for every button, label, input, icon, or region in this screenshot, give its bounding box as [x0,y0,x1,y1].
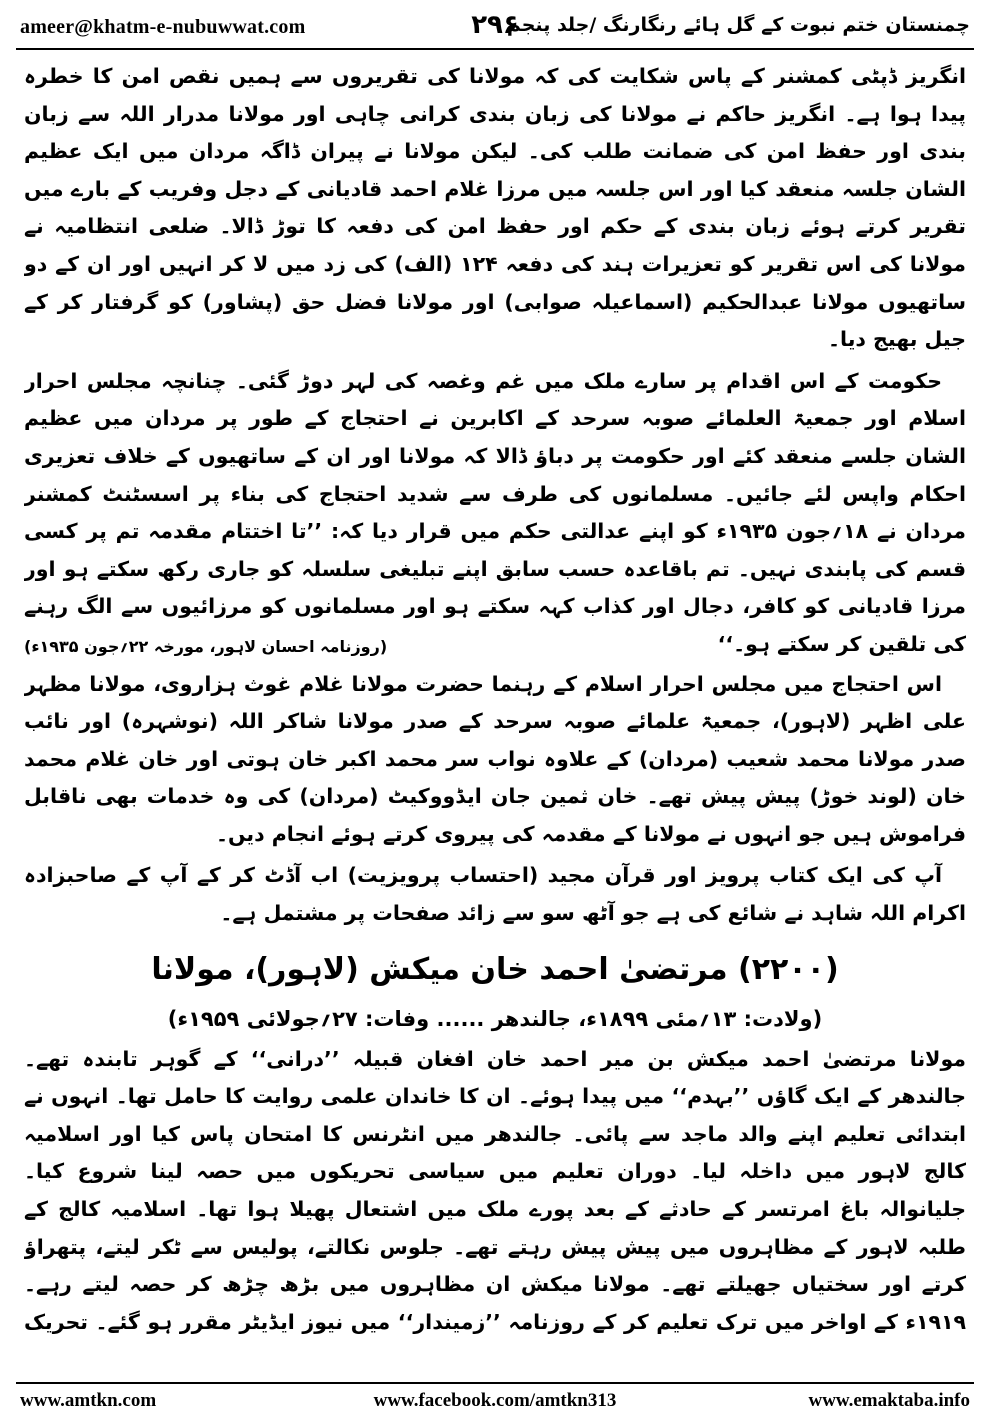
footer-link-amtkn[interactable]: www.amtkn.com [20,1390,157,1411]
paragraph-2 [24,363,966,664]
footer-link-emaktaba[interactable]: www.emaktaba.info [808,1390,970,1411]
header-divider [16,48,974,50]
footer-divider [16,1382,974,1384]
section-heading: (۲۲۰۰) مرتضیٰ احمد خان میکش (لاہور)، مولانا [151,951,839,987]
page-content [24,58,966,1348]
paragraph-1: انگریز ڈپٹی کمشنر کے پاس شکایت کی کہ مولانا کی تقریروں سے ہمیں نقص امن کا خطرہ پیدا ہوا ہے۔ انگریز حاکم نے مولانا کی زبان بندی کرانی چاہی اور مولانا مدرار اللہ سے زبان بندی اور حفظ امن کی ضمانت طلب کی۔ لیکن مولانا نے پیران ڈاگہ مردان میں ایک عظیم الشان جلسہ منعقد کیا اور اس جلسہ میں مرزا غلام احمد قادیانی کے دجل وفریب کے بارے میں تقریر کرتے ہوئے زبان بندی کے حکم اور حفظ امن کی دفعہ کا توڑ ڈالا۔ ضلعی انتظامیہ نے مولانا کی اس تقریر کو تعزیرات ہند کی دفعہ ۱۲۴ (الف) کی زد میں لا کر انہیں اور ان کے دو ساتھیوں مولانا عبدالحکیم (اسماعیلہ صوابی) اور مولانا فضل حق (پشاور) کو گرفتار کر کے جیل بھیج دیا۔ [24,64,966,352]
paragraph-3: اس احتجاج میں مجلس احرار اسلام کے رہنما حضرت مولانا غلام غوث ہزاروی، مولانا مظہر علی اظہر (لاہور)، جمعیۃ علمائے صوبہ سرحد کے صدر مولانا شاکر اللہ (نوشہرہ) اور نائب صدر مولانا محمد شعیب (مردان) کے علاوہ نواب سر محمد اکبر خان ہوتی اور خان غلام محمد خان (لوند خوڑ) پیش پیش تھے۔ خان ثمین جان ایڈووکیٹ (مردان) کی وہ خدمات بھی ناقابل فراموش ہیں جو انہوں نے مولانا کے مقدمہ کی پیروی کرتے ہوئے انجام دیں۔ [24,671,966,846]
page-header [16,10,974,44]
page-number: ۲۹۶ [471,10,519,40]
book-title: چمنستان ختم نبوت کے گل ہائے رنگارنگ /جلد پنجم [506,14,970,36]
header-email: ameer@khatm-e-nubuwwat.com [20,16,306,38]
paragraph-2-text: حکومت کے اس اقدام پر سارے ملک میں غم وغصہ کی لہر دوڑ گئی۔ چنانچہ مجلس احرار اسلام اور جمعیۃ العلمائے صوبہ سرحد کے اکابرین نے احتجاج کے طور پر مردان میں عظیم الشان جلسے منعقد کئے اور حکومت پر دباؤ ڈالا کہ مولانا اور ان کے ساتھیوں کے خلاف تعزیری احکام واپس لئے جائیں۔ مسلمانوں کی طرف سے شدید احتجاج کی بناء پر اسسٹنٹ کمشنر مردان نے ۱۸؍جون ۱۹۳۵ء کو اپنے عدالتی حکم میں قرار دیا کہ: ’’تا اختتام مقدمہ تم پر کسی قسم کی پابندی نہیں۔ تم باقاعدہ حسب سابق اپنے تبلیغی سلسلہ کو جاری رکھ سکتے ہو اور مرزا قادیانی کو کافر، دجال اور کذاب کہہ سکتے ہو اور مسلمانوں کو مرزائیوں سے الگ رہنے کی تلقین کر سکتے ہو۔‘‘ [24,368,966,656]
citation: (روزنامہ احسان لاہور، مورخہ ۲۲؍جون ۱۹۳۵ء) [24,636,388,656]
page-footer [16,1386,974,1414]
footer-link-facebook[interactable]: www.facebook.com/amtkn313 [373,1390,617,1411]
birth-death-dates: (ولادت: ۱۳؍مئی ۱۸۹۹ء، جالندھر ...... وفات: ۲۷؍جولائی ۱۹۵۹ء) [167,1006,823,1031]
paragraph-4: آپ کی ایک کتاب پرویز اور قرآن مجید (احتساب پرویزیت) اب آڈٹ کر کے آپ کے صاحبزادہ اکرام اللہ شاہد نے شائع کی ہے جو آٹھ سو سے زائد صفحات پر مشتمل ہے۔ [24,863,966,926]
paragraph-5: مولانا مرتضیٰ احمد میکش بن میر احمد خان افغان قبیلہ ’’درانی‘‘ کے گوہر تابندہ تھے۔ جالندھر کے ایک گاؤں ’’بہدم‘‘ میں پیدا ہوئے۔ ان کا خاندان علمی روایت کا حامل تھا۔ انہوں نے ابتدائی تعلیم اپنے والد ماجد سے پائی۔ جالندھر میں انٹرنس کا امتحان پاس کیا اور اسلامیہ کالج لاہور میں داخلہ لیا۔ دوران تعلیم میں سیاسی تحریکوں میں حصہ لینا شروع کیا۔ جلیانوالہ باغ امرتسر کے حادثے کے بعد پورے ملک میں اشتعال پھیلا ہوا تھا۔ اسلامیہ کالج کے طلبہ لاہور کے مظاہروں میں پیش پیش رہتے تھے۔ جلوس نکالتے، پولیس سے ٹکر لیتے، پتھراؤ کرتے اور سختیاں جھیلتے تھے۔ مولانا میکش ان مظاہروں میں بڑھ چڑھ کر حصہ لیتے رہے۔ ۱۹۱۹ء کے اواخر میں ترک تعلیم کر کے روزنامہ ’’زمیندار‘‘ میں نیوز ایڈیٹر مقرر ہو گئے۔ تحریک [24,1046,966,1334]
